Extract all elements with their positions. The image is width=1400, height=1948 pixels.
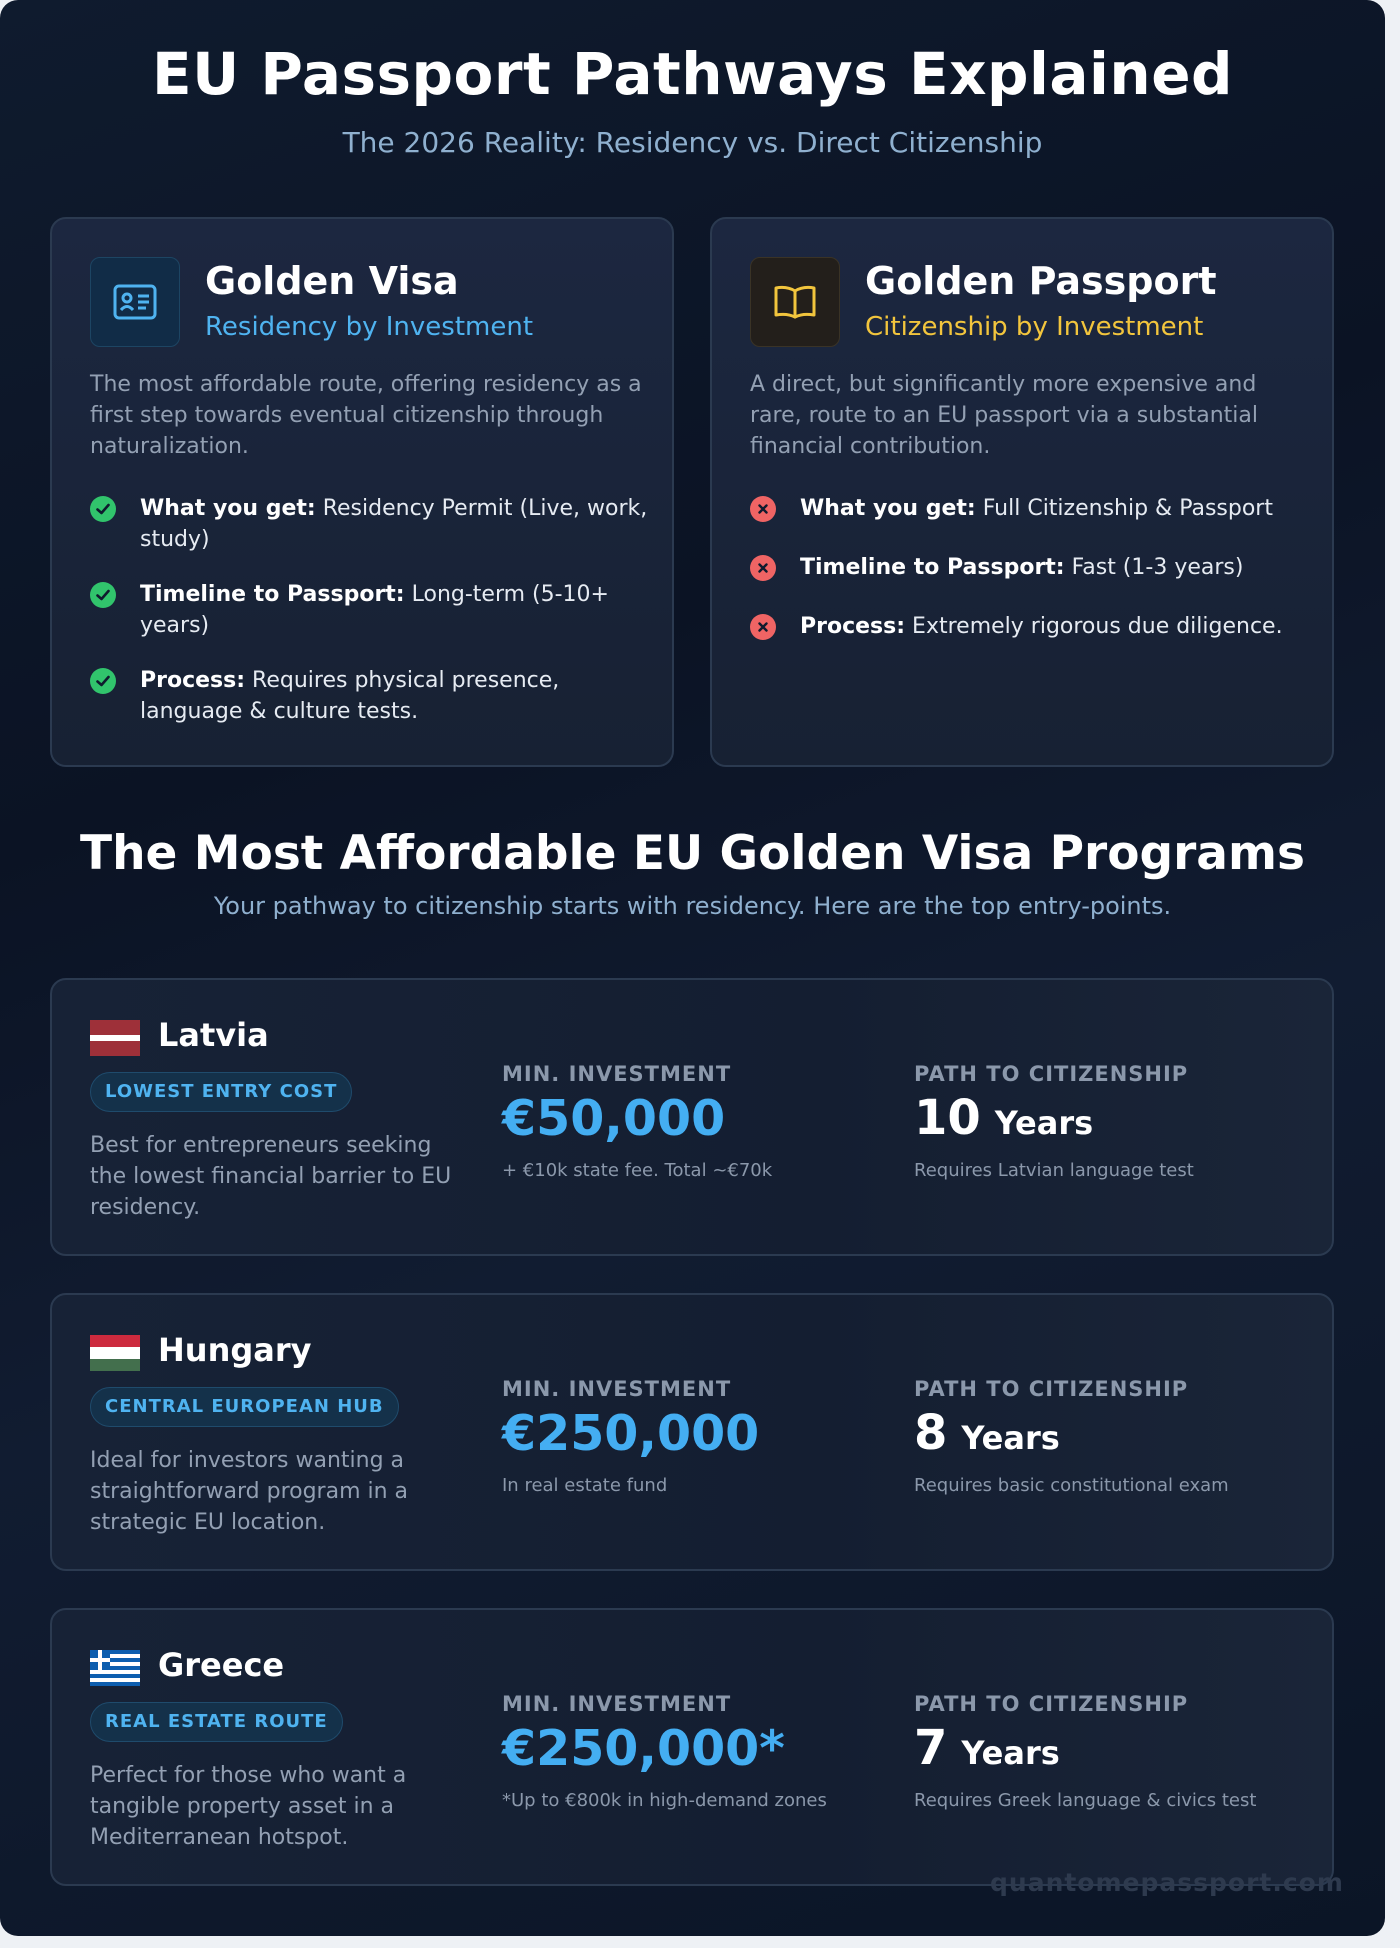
- id-card-icon: [90, 257, 180, 347]
- program-tag: LOWEST ENTRY COST: [90, 1072, 352, 1112]
- years-value: 10: [914, 1090, 981, 1146]
- feature-item: [750, 611, 1310, 642]
- golden-visa-card: [50, 217, 674, 767]
- section-title: The Most Affordable EU Golden Visa Programs: [80, 826, 1305, 881]
- investment-label: MIN. INVESTMENT: [502, 1377, 732, 1401]
- program-card-hungary: [50, 1293, 1334, 1571]
- hungary-flag-icon: [90, 1335, 140, 1371]
- section-subtitle: Your pathway to citizenship starts with residency. Here are the top entry-points.: [213, 892, 1172, 920]
- citizenship-note: Requires basic constitutional exam: [914, 1475, 1229, 1496]
- investment-label: MIN. INVESTMENT: [502, 1692, 732, 1716]
- program-card-greece: [50, 1608, 1334, 1886]
- book-icon: [750, 257, 840, 347]
- citizenship-note: Requires Greek language & civics test: [914, 1790, 1257, 1811]
- golden-passport-title: Golden Passport: [865, 259, 1217, 303]
- golden-visa-subtitle: Residency by Investment: [205, 312, 534, 342]
- citizenship-years: [914, 1405, 1060, 1461]
- feature-text: Fast (1-3 years): [1071, 555, 1244, 580]
- program-description: Best for entrepreneurs seeking the lowest financial barrier to EU residency.: [90, 1133, 452, 1220]
- feature-text: Requires physical presence, language & culture tests.: [140, 668, 560, 724]
- citizenship-note: Requires Latvian language test: [914, 1160, 1194, 1181]
- golden-passport-card: [710, 217, 1334, 767]
- page-title: EU Passport Pathways Explained: [151, 40, 1234, 108]
- years-value: 8: [914, 1405, 948, 1461]
- program-tag: CENTRAL EUROPEAN HUB: [90, 1387, 399, 1427]
- program-description: Ideal for investors wanting a straightforward program in a strategic EU location.: [90, 1448, 409, 1535]
- investment-amount: €250,000*: [502, 1720, 785, 1777]
- citizenship-label: PATH TO CITIZENSHIP: [914, 1062, 1189, 1086]
- country-name: Greece: [158, 1646, 285, 1684]
- years-unit: Years: [961, 1734, 1060, 1772]
- citizenship-label: PATH TO CITIZENSHIP: [914, 1692, 1189, 1716]
- feature-item: [90, 665, 650, 727]
- years-unit: Years: [994, 1104, 1094, 1142]
- citizenship-years: [914, 1090, 1093, 1146]
- investment-note: *Up to €800k in high-demand zones: [502, 1790, 827, 1811]
- program-description: Perfect for those who want a tangible property asset in a Mediterranean hotspot.: [90, 1763, 407, 1850]
- country-name: Latvia: [158, 1016, 269, 1054]
- program-card-latvia: [50, 978, 1334, 1256]
- feature-item: [750, 552, 1310, 583]
- country-name: Hungary: [158, 1331, 312, 1369]
- latvia-flag-icon: [90, 1020, 140, 1056]
- golden-visa-description: The most affordable route, offering residency as a first step towards eventual citizenship through naturalization.: [90, 372, 642, 459]
- feature-label: Timeline to Passport:: [140, 582, 405, 607]
- watermark: quantomepassport.com: [990, 1868, 1344, 1897]
- investment-amount: €250,000: [502, 1405, 760, 1462]
- feature-label: Timeline to Passport:: [800, 555, 1065, 580]
- investment-label: MIN. INVESTMENT: [502, 1062, 732, 1086]
- x-circle-icon: [750, 614, 776, 640]
- years-value: 7: [914, 1720, 948, 1776]
- x-circle-icon: [750, 555, 776, 581]
- years-unit: Years: [961, 1419, 1060, 1457]
- feature-text: Long-term (5-10+ years): [140, 582, 609, 638]
- check-circle-icon: [90, 582, 116, 608]
- citizenship-label: PATH TO CITIZENSHIP: [914, 1377, 1189, 1401]
- feature-label: Process:: [800, 614, 906, 639]
- feature-item: [750, 493, 1310, 524]
- golden-passport-description: A direct, but significantly more expensive and rare, route to an EU passport via a substantial financial contribution.: [750, 372, 1258, 459]
- investment-note: In real estate fund: [502, 1475, 668, 1496]
- golden-visa-title: Golden Visa: [205, 259, 459, 303]
- citizenship-years: [914, 1720, 1060, 1776]
- investment-note: + €10k state fee. Total ~€70k: [502, 1160, 773, 1181]
- check-circle-icon: [90, 668, 116, 694]
- feature-label: What you get:: [800, 496, 976, 521]
- feature-text: Extremely rigorous due diligence.: [912, 614, 1283, 639]
- feature-text: Residency Permit (Live, work, study): [140, 496, 648, 552]
- feature-text: Full Citizenship & Passport: [982, 496, 1273, 521]
- feature-label: What you get:: [140, 496, 316, 521]
- feature-item: [90, 579, 650, 641]
- check-circle-icon: [90, 496, 116, 522]
- page-subtitle: The 2026 Reality: Residency vs. Direct Citizenship: [342, 126, 1043, 159]
- greece-flag-icon: [90, 1650, 140, 1686]
- feature-label: Process:: [140, 668, 246, 693]
- golden-passport-subtitle: Citizenship by Investment: [865, 312, 1204, 342]
- feature-item: [90, 493, 650, 555]
- program-tag: REAL ESTATE ROUTE: [90, 1702, 343, 1742]
- investment-amount: €50,000: [502, 1090, 726, 1147]
- x-circle-icon: [750, 496, 776, 522]
